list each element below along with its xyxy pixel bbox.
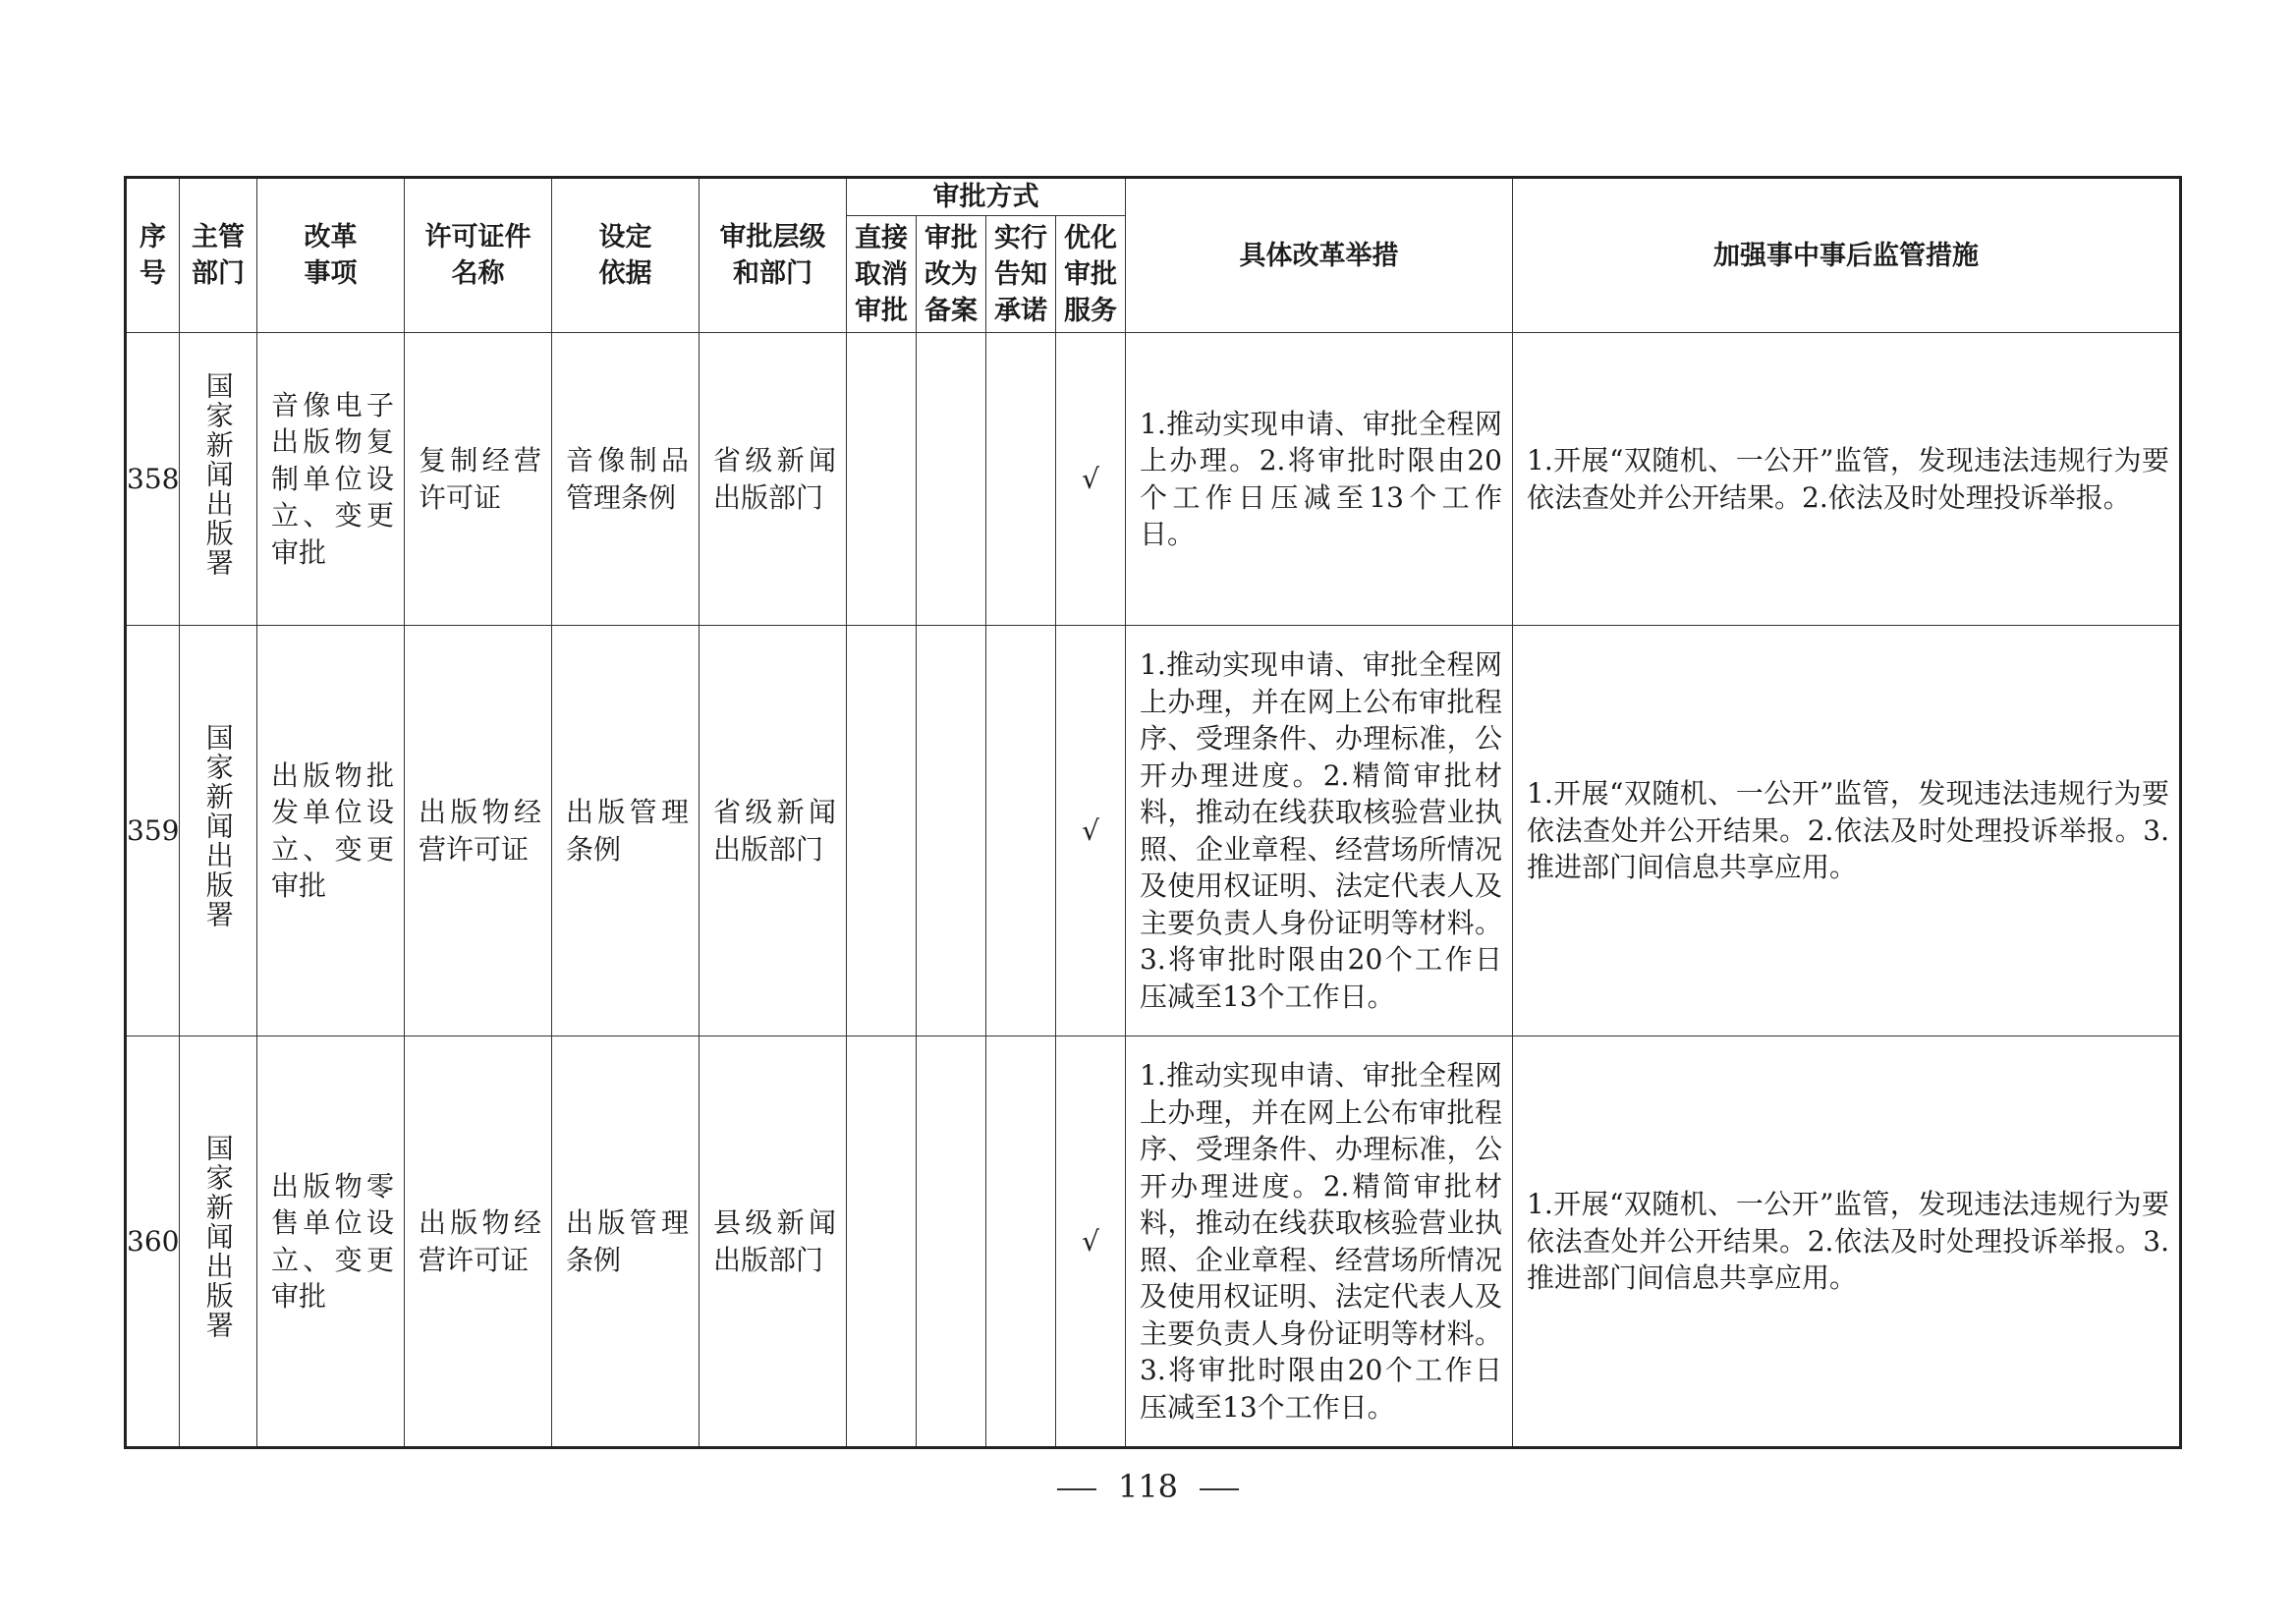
row-seq: 359 xyxy=(126,626,180,1036)
header-method-optimize: 优化审批服务 xyxy=(1056,216,1126,333)
header-level: 审批层级和部门 xyxy=(700,178,847,333)
row-notify xyxy=(986,1036,1056,1448)
row-level: 省级新闻出版部门 xyxy=(700,333,847,626)
header-supervision: 加强事中事后监管措施 xyxy=(1513,178,2181,333)
row-optimize-check: √ xyxy=(1056,333,1126,626)
row-basis: 音像制品管理条例 xyxy=(552,333,700,626)
row-seq: 358 xyxy=(126,333,180,626)
header-method-cancel: 直接取消审批 xyxy=(847,216,917,333)
row-notify xyxy=(986,626,1056,1036)
header-dept: 主管部门 xyxy=(180,178,257,333)
row-filing xyxy=(917,1036,986,1448)
row-item: 出版物批发单位设立、变更审批 xyxy=(257,626,405,1036)
header-method-notify: 实行告知承诺 xyxy=(986,216,1056,333)
row-filing xyxy=(917,626,986,1036)
row-optimize-check: √ xyxy=(1056,626,1126,1036)
header-basis: 设定依据 xyxy=(552,178,700,333)
row-dept: 国家新闻出版署 xyxy=(180,626,257,1036)
row-basis: 出版管理条例 xyxy=(552,1036,700,1448)
row-basis: 出版管理条例 xyxy=(552,626,700,1036)
row-license: 出版物经营许可证 xyxy=(405,1036,552,1448)
header-license: 许可证件名称 xyxy=(405,178,552,333)
row-supervision: 1.开展“双随机、一公开”监管，发现违法违规行为要依法查处并公开结果。2.依法及时处理投诉举报。3.推进部门间信息共享应用。 xyxy=(1513,1036,2181,1448)
row-optimize-check: √ xyxy=(1056,1036,1126,1448)
row-level: 县级新闻出版部门 xyxy=(700,1036,847,1448)
header-method-filing: 审批改为备案 xyxy=(917,216,986,333)
page-footer xyxy=(0,1468,2296,1505)
row-seq: 360 xyxy=(126,1036,180,1448)
row-dept: 国家新闻出版署 xyxy=(180,333,257,626)
row-license: 出版物经营许可证 xyxy=(405,626,552,1036)
page-number: 118 xyxy=(1117,1468,1179,1505)
row-cancel xyxy=(847,626,917,1036)
row-level: 省级新闻出版部门 xyxy=(700,626,847,1036)
header-method-group: 审批方式 xyxy=(847,178,1126,216)
row-measures: 1.推动实现申请、审批全程网上办理，并在网上公布审批程序、受理条件、办理标准，公开办理进度。2.精简审批材料，推动在线获取核验营业执照、企业章程、经营场所情况及使用权证明、法定代表人及主要负责人身份证明等材料。3.将审批时限由20个工作日压减至13个工作日。 xyxy=(1126,1036,1513,1448)
row-notify xyxy=(986,333,1056,626)
row-dept: 国家新闻出版署 xyxy=(180,1036,257,1448)
row-filing xyxy=(917,333,986,626)
footer-dash-right xyxy=(1200,1488,1239,1490)
table-row xyxy=(126,1036,2181,1448)
table-row xyxy=(126,626,2181,1036)
approval-reform-table xyxy=(124,176,2182,1449)
row-item: 音像电子出版物复制单位设立、变更审批 xyxy=(257,333,405,626)
header-seq: 序号 xyxy=(126,178,180,333)
row-cancel xyxy=(847,333,917,626)
header-item: 改革事项 xyxy=(257,178,405,333)
row-supervision: 1.开展“双随机、一公开”监管，发现违法违规行为要依法查处并公开结果。2.依法及时处理投诉举报。3.推进部门间信息共享应用。 xyxy=(1513,626,2181,1036)
row-supervision: 1.开展“双随机、一公开”监管，发现违法违规行为要依法查处并公开结果。2.依法及时处理投诉举报。 xyxy=(1513,333,2181,626)
row-measures: 1.推动实现申请、审批全程网上办理，并在网上公布审批程序、受理条件、办理标准，公开办理进度。2.精简审批材料，推动在线获取核验营业执照、企业章程、经营场所情况及使用权证明、法定代表人及主要负责人身份证明等材料。3.将审批时限由20个工作日压减至13个工作日。 xyxy=(1126,626,1513,1036)
row-cancel xyxy=(847,1036,917,1448)
header-measures: 具体改革举措 xyxy=(1126,178,1513,333)
footer-dash-left xyxy=(1057,1488,1096,1490)
row-measures: 1.推动实现申请、审批全程网上办理。2.将审批时限由20个工作日压减至13个工作日。 xyxy=(1126,333,1513,626)
table-row xyxy=(126,333,2181,626)
row-item: 出版物零售单位设立、变更审批 xyxy=(257,1036,405,1448)
row-license: 复制经营许可证 xyxy=(405,333,552,626)
